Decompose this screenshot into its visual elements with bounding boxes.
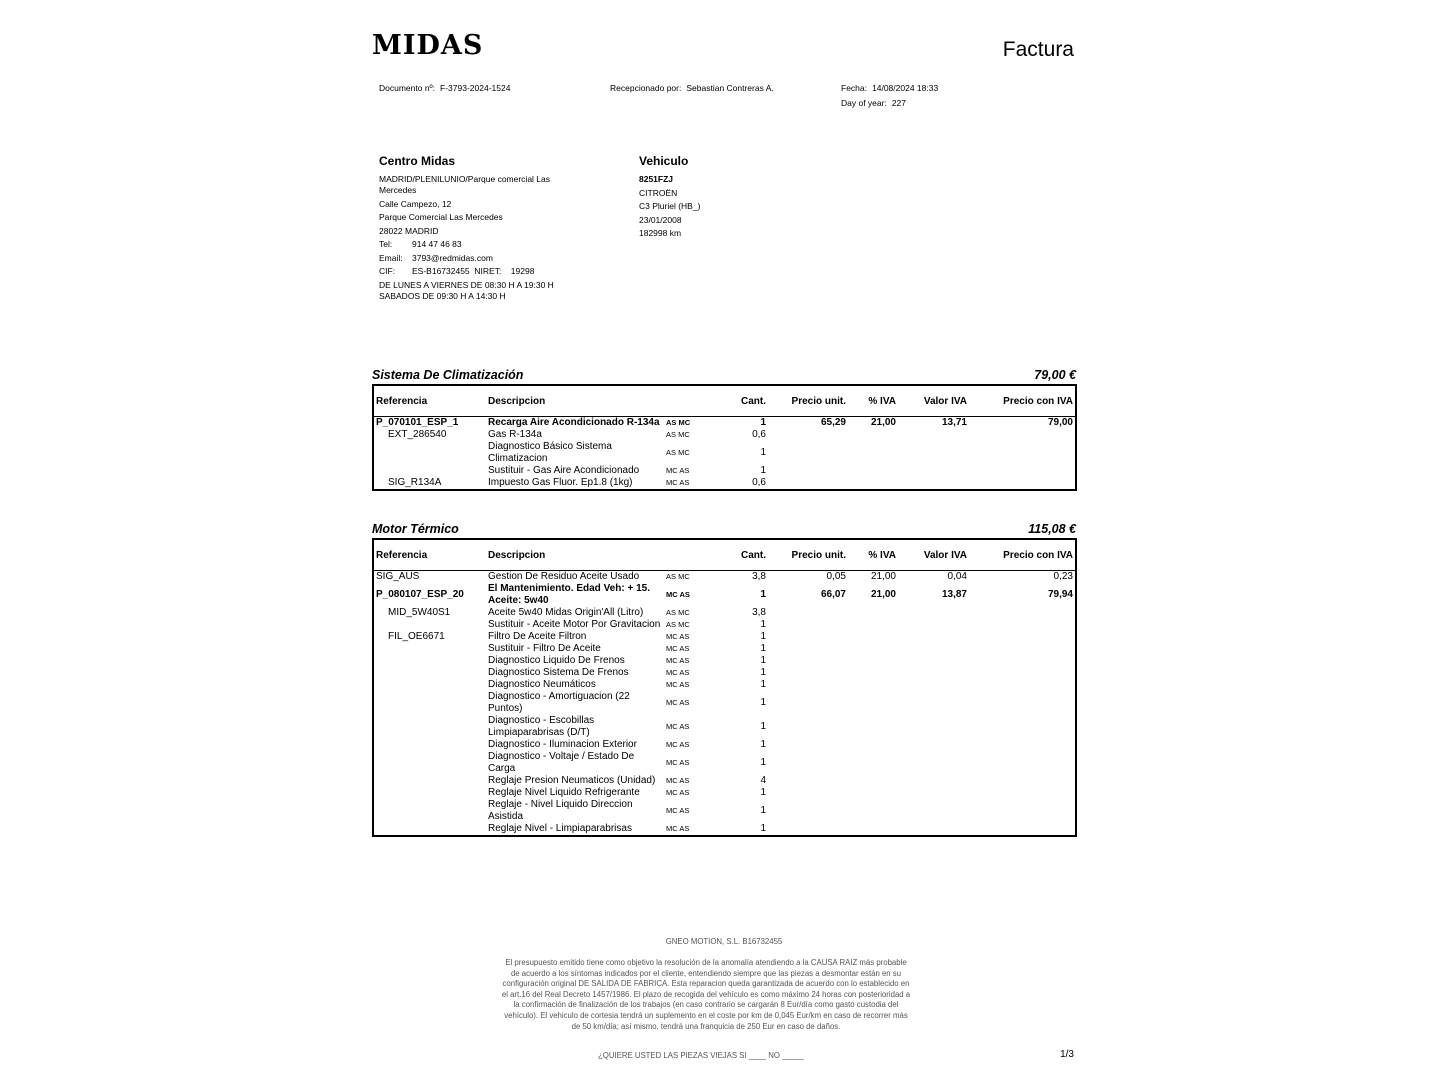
cell-descripcion: Reglaje Nivel - Limpiaparabrisas (488, 823, 632, 834)
cell-valor-iva (898, 751, 969, 775)
horario-saturday: SABADOS DE 09:30 H A 14:30 H (379, 290, 506, 301)
col-header-descripcion: Descripcion (486, 386, 664, 417)
cell-precio-con-iva (969, 691, 1075, 715)
documento-label: Documento nº: (379, 83, 436, 93)
table-row (374, 417, 1075, 430)
cell-code: MC AS (666, 478, 690, 487)
cell-precio-unit (768, 799, 848, 823)
day-value: 227 (891, 98, 907, 108)
cell-iva (848, 607, 898, 619)
cell-precio-unit (768, 465, 848, 477)
cell-iva (848, 775, 898, 787)
cell-referencia: SIG_AUS (376, 571, 420, 582)
cell-cant: 1 (760, 619, 766, 630)
cell-cant: 1 (760, 655, 766, 666)
cif-value: ES-B16732455 (412, 266, 470, 276)
section-climatizacion-header (372, 368, 1076, 384)
document-title: Factura (1002, 38, 1074, 61)
section-title: Sistema De Climatización (372, 368, 524, 382)
cell-iva (848, 679, 898, 691)
cell-code: MC AS (666, 722, 690, 731)
cell-referencia: P_070101_ESP_1 (376, 417, 459, 428)
cell-referencia (374, 691, 486, 715)
cell-precio-unit (768, 715, 848, 739)
cell-precio-con-iva (969, 823, 1075, 835)
centro-line: Parque Comercial Las Mercedes (379, 212, 503, 222)
cell-iva (848, 799, 898, 823)
centro-line: MADRID/PLENILUNIO/Parque comercial Las Mercedes (379, 174, 551, 195)
cell-cant: 4 (760, 775, 766, 786)
cell-referencia: EXT_286540 (388, 429, 447, 440)
cell-precio-con-iva (969, 799, 1075, 823)
col-header-cant: Cant. (730, 386, 768, 417)
table-row (374, 667, 1075, 679)
cell-descripcion: Diagnostico Neumáticos (488, 679, 596, 690)
cell-descripcion: Diagnostico Sistema De Frenos (488, 667, 629, 678)
section-motor-header (372, 522, 1076, 538)
table-header-row (374, 386, 1075, 417)
recepcionado-info (610, 81, 774, 96)
table-row (374, 655, 1075, 667)
cell-valor-iva (898, 739, 969, 751)
cell-cant: 1 (760, 667, 766, 678)
cell-code: MC AS (666, 740, 690, 749)
cell-referencia: MID_5W40S1 (388, 607, 451, 618)
cell-descripcion: Diagnostico - Iluminacion Exterior (488, 739, 637, 750)
centro-line: 28022 MADRID (379, 225, 439, 236)
table-row (374, 799, 1075, 823)
cell-valor-iva (898, 655, 969, 667)
cell-code: MC AS (666, 466, 690, 475)
vehiculo-title: Vehiculo (639, 154, 689, 168)
cell-referencia (374, 643, 486, 655)
cell-descripcion: Filtro De Aceite Filtron (488, 631, 587, 642)
cell-code: MC AS (666, 590, 690, 599)
table-row (374, 679, 1075, 691)
cell-valor-iva (898, 799, 969, 823)
cell-precio-unit (768, 631, 848, 643)
cell-precio-unit (768, 655, 848, 667)
page-number: 1/3 (1060, 1049, 1074, 1060)
cell-cant: 1 (760, 805, 766, 816)
cell-iva (848, 441, 898, 465)
section-title: Motor Térmico (372, 522, 459, 536)
cell-valor-iva: 13,87 (941, 589, 967, 600)
day-label: Day of year: (841, 98, 887, 108)
cell-code: AS MC (666, 418, 691, 427)
cell-valor-iva (898, 643, 969, 655)
cell-cant: 1 (760, 447, 766, 458)
cell-code: MC AS (666, 668, 690, 677)
table-row (374, 715, 1075, 739)
cif-label: CIF: (379, 266, 396, 276)
tel-label: Tel: (379, 239, 393, 249)
niret-value: 19298 (510, 266, 535, 276)
table-row (374, 823, 1075, 835)
cell-code: MC AS (666, 680, 690, 689)
cell-precio-con-iva (969, 787, 1075, 799)
cell-precio-unit (768, 823, 848, 835)
cell-referencia (374, 739, 486, 751)
section-total: 115,08 € (1028, 522, 1076, 536)
cell-valor-iva (898, 691, 969, 715)
col-header-descripcion: Descripcion (486, 540, 664, 571)
email-value: 3793@redmidas.com (412, 252, 493, 263)
table-motor (372, 538, 1077, 837)
cell-valor-iva (898, 715, 969, 739)
col-header-cant: Cant. (730, 540, 768, 571)
cell-precio-con-iva (969, 429, 1075, 441)
centro-title: Centro Midas (379, 154, 456, 168)
cell-code: MC AS (666, 632, 690, 641)
cell-iva (848, 691, 898, 715)
col-header-referencia: Referencia (374, 386, 486, 417)
vehiculo-marca: CITROËN (639, 187, 678, 198)
table-row (374, 619, 1075, 631)
table-row (374, 643, 1075, 655)
cell-valor-iva: 13,71 (941, 417, 967, 428)
cell-precio-unit (768, 619, 848, 631)
centro-line: Calle Campezo, 12 (379, 198, 452, 209)
cell-descripcion: El Mantenimiento. Edad Veh: + 15. Aceite: 5w40 (488, 583, 650, 606)
cell-cant: 1 (760, 417, 766, 428)
col-header-precio-unit: Precio unit. (768, 540, 848, 571)
cell-code: MC AS (666, 776, 690, 785)
cell-descripcion: Diagnostico Básico Sistema Climatizacion (488, 441, 612, 464)
cell-precio-con-iva (969, 655, 1075, 667)
vehiculo-matricula: 8251FZJ (639, 174, 674, 184)
col-header-precio-unit: Precio unit. (768, 386, 848, 417)
cell-descripcion: Reglaje Nivel Liquido Refrigerante (488, 787, 640, 798)
cell-valor-iva (898, 429, 969, 441)
cell-iva (848, 715, 898, 739)
cell-cant: 1 (760, 679, 766, 690)
cell-precio-unit: 66,07 (820, 589, 846, 600)
cell-referencia (374, 715, 486, 739)
col-header-iva: % IVA (848, 386, 898, 417)
cell-iva (848, 739, 898, 751)
cell-cant: 1 (760, 787, 766, 798)
cell-descripcion: Diagnostico Liquido De Frenos (488, 655, 625, 666)
cell-descripcion: Gas R-134a (488, 429, 542, 440)
table-row (374, 739, 1075, 751)
cell-referencia (374, 751, 486, 775)
cell-descripcion: Diagnostico - Voltaje / Estado De Carga (488, 751, 635, 774)
cell-valor-iva (898, 441, 969, 465)
cell-referencia (374, 619, 486, 631)
cell-valor-iva (898, 787, 969, 799)
col-header-valor-iva: Valor IVA (898, 386, 969, 417)
cell-referencia (374, 775, 486, 787)
col-header-code (664, 540, 730, 571)
cell-iva (848, 643, 898, 655)
cell-precio-unit (768, 429, 848, 441)
table-row (374, 775, 1075, 787)
cell-code: AS MC (666, 620, 690, 629)
cell-referencia: SIG_R134A (388, 477, 442, 488)
cell-cant: 3,8 (752, 607, 766, 618)
centro-block (379, 154, 564, 302)
cell-valor-iva (898, 823, 969, 835)
horario-weekdays: DE LUNES A VIERNES DE 08:30 H A 19:30 H (379, 279, 554, 290)
col-header-referencia: Referencia (374, 540, 486, 571)
vehiculo-modelo: C3 Pluriel (HB_) (639, 201, 701, 211)
recepcionado-value: Sebastian Contreras A. (686, 83, 774, 93)
cell-precio-con-iva (969, 667, 1075, 679)
cell-precio-con-iva (969, 643, 1075, 655)
cell-iva (848, 619, 898, 631)
vehiculo-km: 182998 km (639, 228, 682, 238)
table-row (374, 429, 1075, 441)
cell-precio-unit (768, 441, 848, 465)
cell-precio-con-iva (969, 631, 1075, 643)
cell-descripcion: Sustituir - Gas Aire Acondicionado (488, 465, 640, 476)
cell-descripcion: Diagnostico - Escobillas Limpiaparabrisas (D/T) (488, 715, 595, 738)
cell-precio-con-iva (969, 619, 1075, 631)
cell-code: MC AS (666, 788, 690, 797)
fecha-info (841, 81, 938, 111)
cell-descripcion: Impuesto Gas Fluor. Ep1.8 (1kg) (488, 477, 633, 488)
cell-descripcion: Diagnostico - Amortiguacion (22 Puntos) (488, 691, 630, 714)
cell-valor-iva (898, 619, 969, 631)
cell-referencia: FIL_OE6671 (388, 631, 445, 642)
cell-descripcion: Aceite 5w40 Midas Origin'All (Litro) (488, 607, 644, 618)
niret-label: NIRET: (474, 266, 502, 276)
cell-precio-con-iva (969, 739, 1075, 751)
cell-referencia (374, 823, 486, 835)
cell-precio-con-iva (969, 715, 1075, 739)
cell-iva (848, 823, 898, 835)
cell-descripcion: Gestion De Residuo Aceite Usado (488, 571, 640, 582)
cell-valor-iva (898, 631, 969, 643)
cell-code: MC AS (666, 656, 690, 665)
cell-cant: 1 (760, 739, 766, 750)
cell-precio-unit (768, 477, 848, 489)
cell-code: MC AS (666, 698, 690, 707)
table-row (374, 631, 1075, 643)
cell-precio-con-iva (969, 441, 1075, 465)
cell-valor-iva (898, 607, 969, 619)
cell-descripcion: Sustituir - Aceite Motor Por Gravitacion (488, 619, 661, 630)
cell-referencia: P_080107_ESP_20 (376, 589, 464, 600)
cell-cant: 0,6 (752, 477, 766, 488)
cell-referencia (374, 441, 486, 465)
cell-descripcion: Sustituir - Filtro De Aceite (488, 643, 601, 654)
cell-code: MC AS (666, 824, 690, 833)
cell-precio-unit (768, 679, 848, 691)
col-header-precio-con-iva: Precio con IVA (969, 386, 1075, 417)
cell-referencia (374, 679, 486, 691)
cell-precio-con-iva (969, 465, 1075, 477)
cell-iva: 21,00 (870, 417, 896, 428)
table-row (374, 583, 1075, 607)
table-row (374, 787, 1075, 799)
table-row (374, 751, 1075, 775)
cell-descripcion: Recarga Aire Acondicionado R-134a (488, 417, 660, 428)
cell-iva (848, 655, 898, 667)
table-row (374, 477, 1075, 489)
cell-cant: 1 (760, 757, 766, 768)
cell-code: AS MC (666, 572, 690, 581)
cell-code: MC AS (666, 806, 690, 815)
cell-code: AS MC (666, 430, 690, 439)
fecha-value: 14/08/2024 18:33 (872, 83, 939, 93)
cell-precio-con-iva: 79,94 (1047, 589, 1073, 600)
cell-cant: 1 (760, 823, 766, 834)
footer-piezas-question: ¿QUIERE USTED LAS PIEZAS VIEJAS SI ____ NO _____ (598, 1051, 804, 1060)
cell-cant: 0,6 (752, 429, 766, 440)
cell-cant: 1 (760, 465, 766, 476)
table-row (374, 607, 1075, 619)
cell-precio-con-iva: 79,00 (1047, 417, 1073, 428)
cell-precio-con-iva (969, 751, 1075, 775)
cell-code: MC AS (666, 644, 690, 653)
cell-precio-unit (768, 751, 848, 775)
cell-precio-con-iva: 0,23 (1053, 571, 1073, 582)
cell-precio-con-iva (969, 775, 1075, 787)
cell-valor-iva (898, 667, 969, 679)
cell-precio-unit (768, 691, 848, 715)
cell-precio-unit (768, 607, 848, 619)
col-header-iva: % IVA (848, 540, 898, 571)
col-header-valor-iva: Valor IVA (898, 540, 969, 571)
email-label: Email: (379, 252, 403, 263)
footer-company: GNEO MOTION, S.L. B16732455 (665, 937, 783, 946)
cell-cant: 1 (760, 631, 766, 642)
cell-precio-unit (768, 667, 848, 679)
cell-iva (848, 787, 898, 799)
documento-info (379, 81, 510, 96)
table-climatizacion (372, 384, 1077, 491)
cell-precio-con-iva (969, 679, 1075, 691)
cell-referencia (374, 667, 486, 679)
cell-cant: 1 (760, 697, 766, 708)
cell-precio-con-iva (969, 607, 1075, 619)
cell-referencia (374, 655, 486, 667)
cell-precio-unit: 65,29 (820, 417, 846, 428)
table-row (374, 465, 1075, 477)
cell-referencia (374, 465, 486, 477)
section-total: 79,00 € (1034, 368, 1076, 382)
cell-iva (848, 477, 898, 489)
footer-disclaimer: El presupuesto emitido tiene como objetivo la resolución de la anomalía atendiendo a la CAUSA RAIZ más probable de acuerdo a los síntomas indicados por el cliente, entendiendo siempre que las piezas a desmontar están en su configuración original DE SALIDA DE FABRICA. Esta reparacion queda garantizada de acuerdo con lo establecido en el art.16 del Real Decreto 1457/1986. El plazo de recogida del vehículo es como máximo 24 horas con posterioridad a la confirmación de finalización de los trabajos (en caso contrario se cargarán 8 Eur/día como gasto custodia del vehículo). El vehiculo de cortesia tendrá un suplemento en el coste por km de 0,045 Eur/km en caso de recorrer más de 50 km/día; así mismo, tendrá una franquicia de 250 Eur en caso de daños. (501, 958, 911, 1031)
cell-code: MC AS (666, 758, 690, 767)
cell-valor-iva: 0,04 (947, 571, 967, 582)
cell-code: AS MC (666, 448, 690, 457)
invoice-page (372, 0, 1076, 1080)
documento-value: F-3793-2024-1524 (440, 83, 511, 93)
col-header-code (664, 386, 730, 417)
col-header-precio-con-iva: Precio con IVA (969, 540, 1075, 571)
cell-precio-unit (768, 739, 848, 751)
vehiculo-fecha: 23/01/2008 (639, 214, 682, 225)
cell-precio-unit (768, 643, 848, 655)
table-row (374, 441, 1075, 465)
cell-precio-unit (768, 787, 848, 799)
tel-value: 914 47 46 83 (412, 239, 462, 249)
fecha-label: Fecha: (841, 83, 867, 93)
cell-iva (848, 751, 898, 775)
cell-iva (848, 667, 898, 679)
table-row (374, 571, 1075, 584)
cell-code: AS MC (666, 608, 690, 617)
cell-valor-iva (898, 775, 969, 787)
cell-cant: 1 (760, 589, 766, 600)
cell-iva: 21,00 (870, 571, 896, 582)
cell-valor-iva (898, 465, 969, 477)
cell-descripcion: Reglaje - Nivel Liquido Direccion Asistida (488, 799, 633, 822)
table-row (374, 691, 1075, 715)
cell-descripcion: Reglaje Presion Neumaticos (Unidad) (488, 775, 656, 786)
cell-iva: 21,00 (870, 589, 896, 600)
cell-cant: 1 (760, 643, 766, 654)
cell-referencia (374, 787, 486, 799)
cell-cant: 1 (760, 721, 766, 732)
cell-precio-unit: 0,05 (826, 571, 846, 582)
cell-referencia (374, 799, 486, 823)
cell-iva (848, 465, 898, 477)
vehiculo-block (639, 154, 839, 242)
cell-iva (848, 429, 898, 441)
table-header-row (374, 540, 1075, 571)
cell-precio-con-iva (969, 477, 1075, 489)
midas-logo: MIDAS (372, 30, 484, 61)
cell-valor-iva (898, 679, 969, 691)
cell-precio-unit (768, 775, 848, 787)
cell-cant: 3,8 (752, 571, 766, 582)
cell-iva (848, 631, 898, 643)
recepcionado-label: Recepcionado por: (610, 83, 682, 93)
cell-valor-iva (898, 477, 969, 489)
